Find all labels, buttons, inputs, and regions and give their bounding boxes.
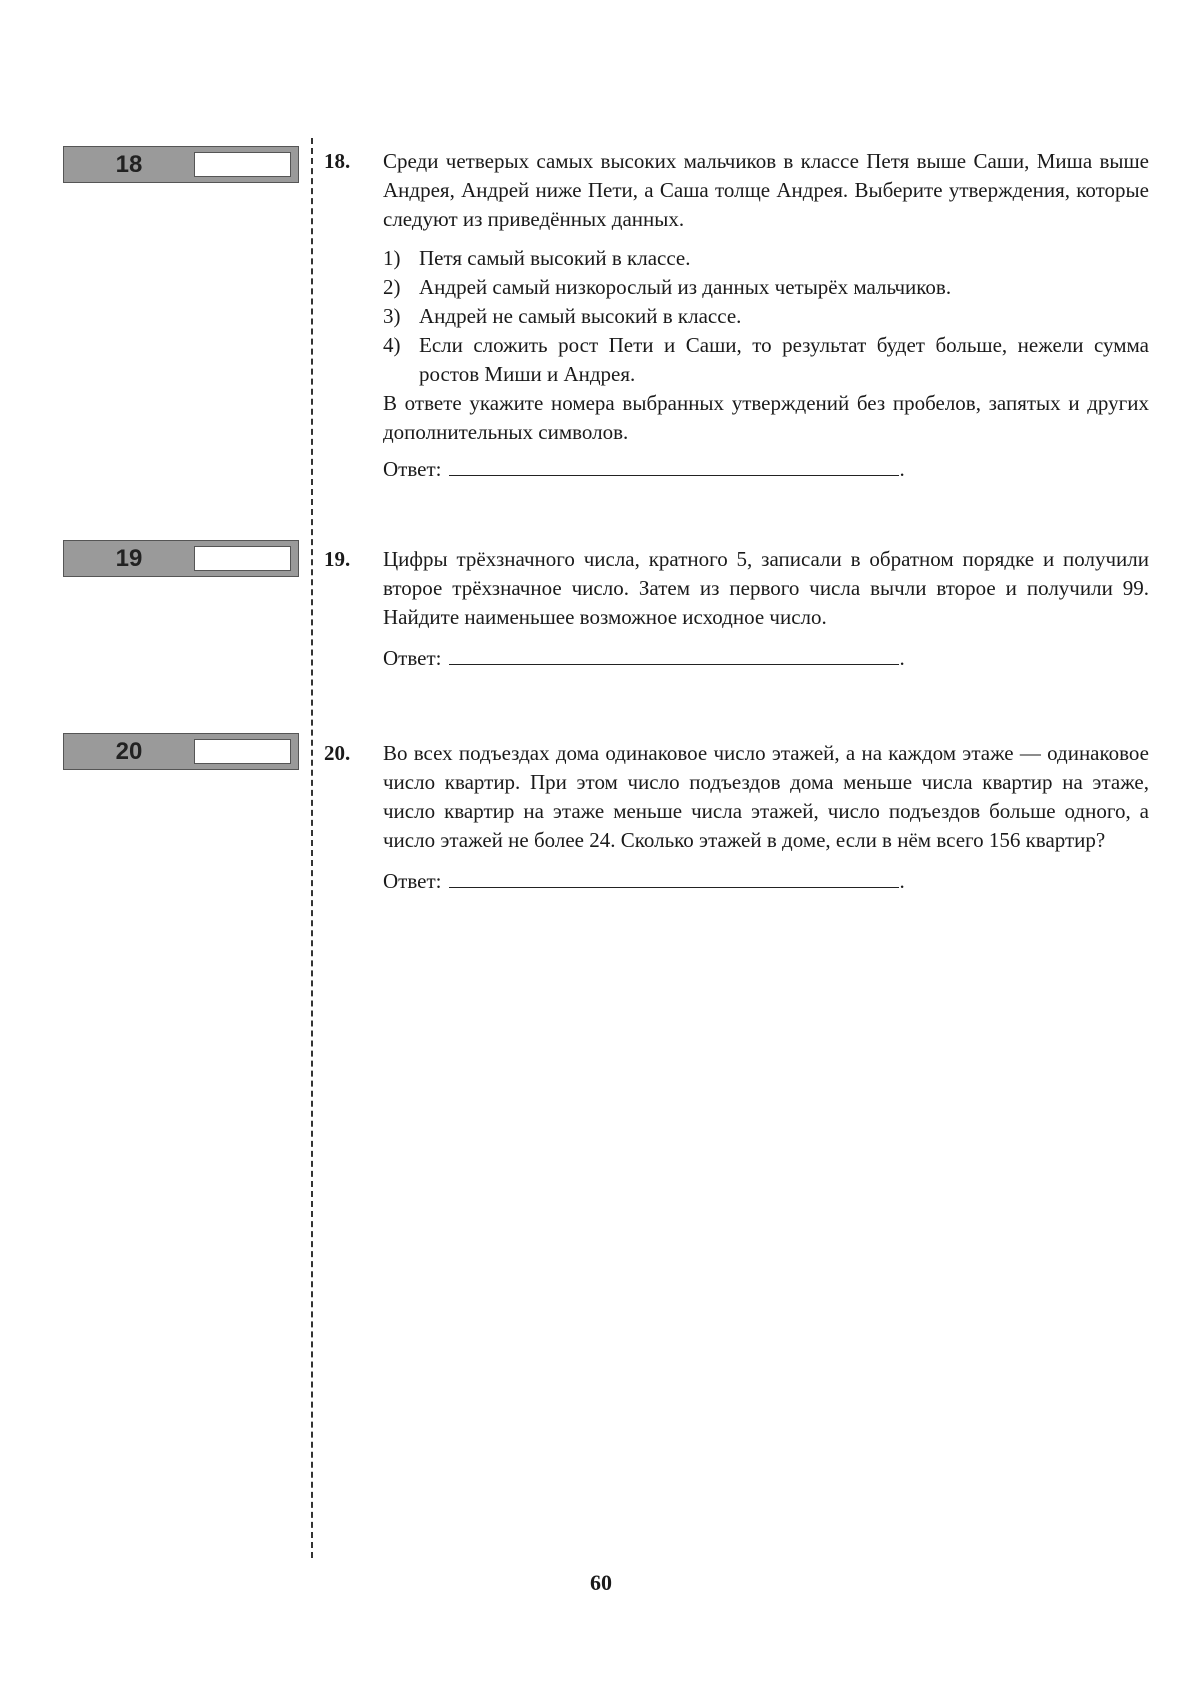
option-text: Андрей не самый высокий в классе. — [419, 304, 742, 328]
answer-label: Ответ: — [383, 646, 442, 670]
task-text: Цифры трёхзначного числа, кратного 5, записали в обратном порядке и получили второе трёхзначное число. Затем из первого числа вычли второе и получили 99. Найдите наименьшее возможное исходное число. — [383, 547, 1149, 629]
option-text: Петя самый высокий в классе. — [419, 246, 691, 270]
task-number: 20. — [324, 741, 351, 765]
task-number: 19. — [324, 547, 351, 571]
answer-row — [383, 455, 1149, 484]
score-box-20 — [63, 733, 299, 770]
score-box-18 — [63, 146, 299, 183]
score-field[interactable] — [194, 546, 291, 571]
score-box-number: 20 — [115, 738, 143, 765]
answer-row — [383, 867, 1149, 896]
score-box-19 — [63, 540, 299, 577]
answer-end: . — [899, 457, 905, 481]
option-number: 4) — [383, 333, 401, 357]
score-field[interactable] — [194, 152, 291, 177]
answer-end: . — [899, 869, 905, 893]
task-text: Во всех подъездах дома одинаковое число этажей, а на каждом этаже — одинаковое число квартир. При этом число подъездов дома меньше числа квартир на этаже, число квартир на этаже меньше числа этажей, число подъездов больше одного, а число этажей не более 24. Сколько этажей в доме, если в нём всего 156 квартир? — [383, 741, 1149, 852]
option-item — [383, 331, 1149, 389]
score-box-number: 19 — [115, 545, 143, 572]
option-number: 1) — [383, 246, 401, 270]
task-20 — [324, 739, 1149, 896]
option-item — [383, 273, 1149, 302]
option-number: 2) — [383, 275, 401, 299]
option-text: Андрей самый низкорослый из данных четырёх мальчиков. — [419, 275, 952, 299]
answer-line[interactable] — [449, 644, 899, 665]
task-text: Среди четверых самых высоких мальчиков в классе Петя выше Саши, Миша выше Андрея, Андрей ниже Пети, а Саша толще Андрея. Выберите утверждения, которые следуют из приведённых данных. — [383, 149, 1149, 231]
options-list — [383, 244, 1149, 389]
answer-label: Ответ: — [383, 457, 442, 481]
instruction-text: В ответе укажите номера выбранных утверждений без пробелов, запятых и других дополнительных символов. — [383, 391, 1149, 444]
option-number: 3) — [383, 304, 401, 328]
task-18 — [324, 147, 1149, 484]
task-19 — [324, 545, 1149, 673]
page-number: 60 — [590, 1570, 612, 1595]
answer-label: Ответ: — [383, 869, 442, 893]
answer-line[interactable] — [449, 455, 899, 476]
answer-row — [383, 644, 1149, 673]
task-number: 18. — [324, 149, 351, 173]
answer-line[interactable] — [449, 867, 899, 888]
score-box-number: 18 — [115, 151, 143, 178]
option-item — [383, 302, 1149, 331]
cut-line — [311, 138, 313, 1558]
option-text: Если сложить рост Пети и Саши, то результат будет больше, нежели сумма ростов Миши и Андрея. — [419, 333, 1149, 386]
option-item — [383, 244, 1149, 273]
answer-end: . — [899, 646, 905, 670]
score-field[interactable] — [194, 739, 291, 764]
